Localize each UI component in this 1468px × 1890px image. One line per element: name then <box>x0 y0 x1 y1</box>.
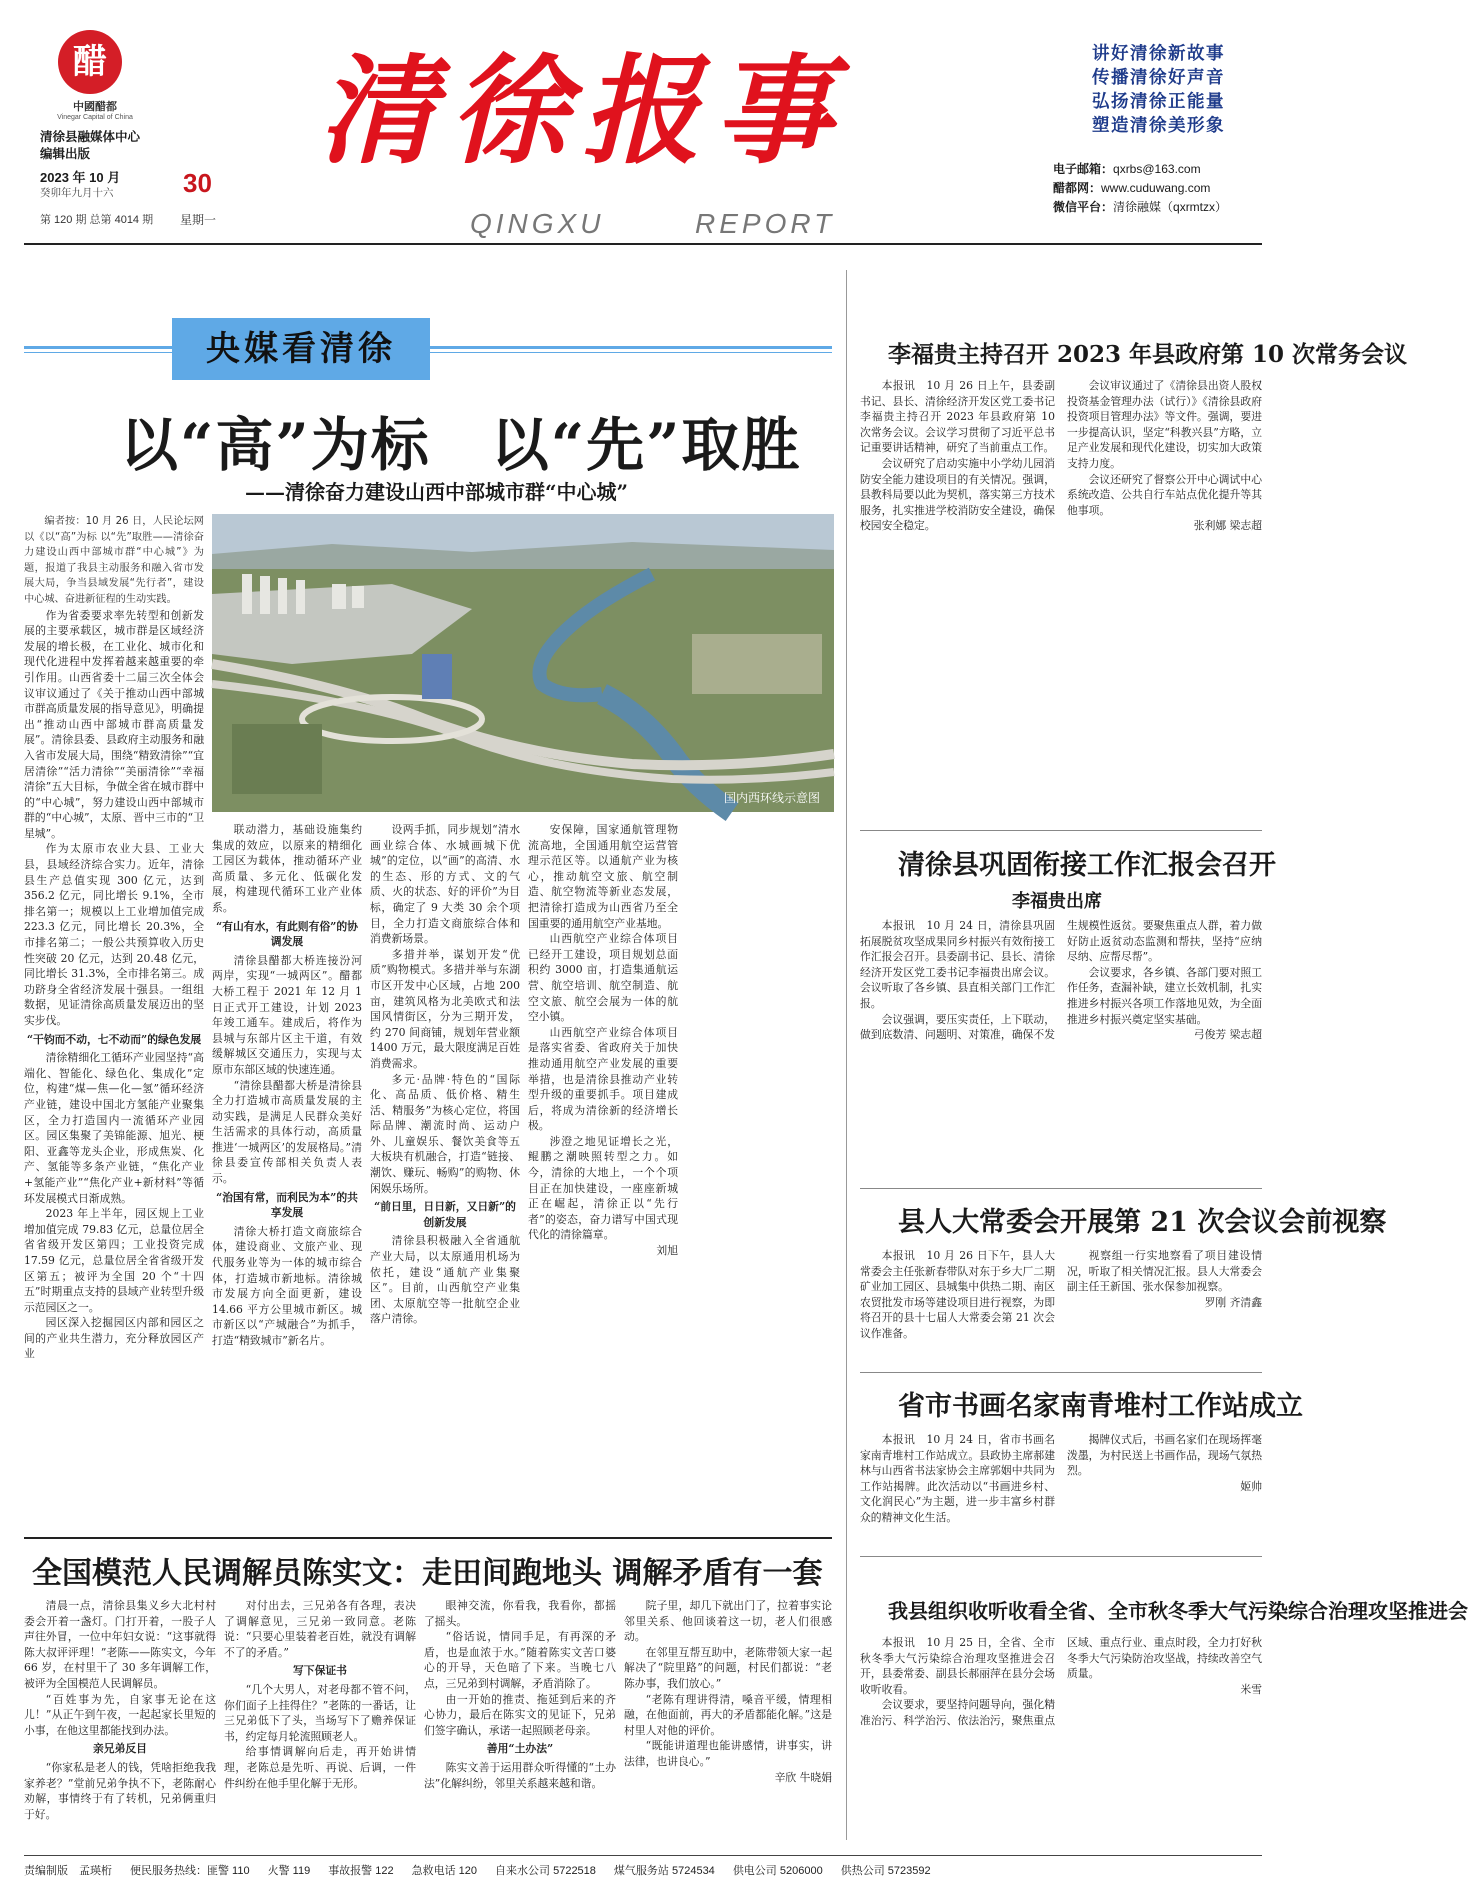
right-rule-4 <box>860 1556 1262 1557</box>
section-banner: 央媒看清徐 <box>172 318 430 380</box>
photo-caption: 国内西环线示意图 <box>723 791 820 805</box>
right-subhead-2: 李福贵出席 <box>1012 891 1102 912</box>
lead-subhead: ——清徐奋力建设山西中部城市群“中心城” <box>245 480 629 504</box>
right-headline-3: 县人大常委会开展第 21 次会议会前视察 <box>898 1207 1387 1238</box>
right-article-2: 本报讯 10 月 24 日，清徐县巩固拓展脱贫攻坚成果同乡村振兴有效衔接工作汇报会召开。县委副书记、县长、清徐经济开发区党工委书记李福贵出席会议。会议听取了各乡镇、县直相关部门工作汇报。 会议强调，要压实责任，上下联动，做到底数清、问题明、对策准，确保不发生规模性返贫。要聚焦重点人群，着力做好防止返贫动态监测和帮扶，坚持“应纳尽纳、应帮尽帮”。 会议要求，各乡镇、各部门要对照工作任务，查漏补缺，建立长效机制，扎实推进乡村振兴各项工作落地见效，为全面推进乡村振兴奠定坚实基础。 弓俊芳 梁志超 <box>860 919 1262 1042</box>
newspaper-title-en-2: REPORT <box>695 208 836 239</box>
contact-info: 电子邮箱：qxrbs@163.com 醋都网：www.cuduwang.com 微信平台：清徐融媒（qxrmtzx） <box>1053 162 1228 214</box>
footer-item: 火警 119 <box>267 1865 311 1877</box>
masthead-rule <box>24 243 1262 245</box>
logo-caption: 中國醋都 Vinegar Capital of China <box>57 101 133 121</box>
issue-date: 2023 年 10 月 <box>40 170 121 185</box>
newspaper-title-en-1: QINGXU <box>470 208 605 239</box>
footer-item: 事故报警 122 <box>328 1865 394 1877</box>
footer-item: 供热公司 5723592 <box>840 1865 931 1877</box>
website-link[interactable]: www.cuduwang.com <box>1101 181 1211 195</box>
feature-headline: 全国模范人民调解员陈实文：走田间跑地头 调解矛盾有一套 <box>32 1556 823 1591</box>
feature-column-1: 清晨一点，清徐县集义乡大北村村委会开着一盏灯。门打开着，一股子人声往外冒，一位中年妇女说：“这事就得陈大叔评评理！”老陈——陈实文，今年 66 岁，在村里干了 30 多年调解工作，被评为全国模范人民调解员。 “百姓事为先，自家事无论在这儿！”从正午到午夜，一起起家长里短的小事，在他这里都能找到办法。 亲兄弟反目 “你家私是老人的钱，凭啥拒绝我我家养老？”堂前兄弟争执不下，老陈耐心劝解，事情终于有了转机，兄弟俩重归于好。 <box>24 1599 216 1821</box>
feature-column-4: 院子里，却几下就出门了，拉着事实论邻里关系、他回谈着这一切，老人们很感动。 在邻里互帮互助中，老陈带领大家一起解决了“院里路”的问题，村民们都说：“老陈办事，我们放心。” “老陈有理讲得清，嗓音平缓，情理相融，在他面前，再大的矛盾都能化解。”这是村里人对他的评价。 “既能讲道理也能讲感情，讲事实，讲法律，也讲良心。” 辛欣 牛晓娟 <box>624 1599 832 1784</box>
lead-column-1: 编者按：10 月 26 日，人民论坛网以《以“高”为标 以“先”取胜——清徐奋力建设山西中部城市群“中心城”》为题，报道了我县主动服务和融入省市发展大局，争当县域发展“先行者”，建设中心城、奋进新征程的生动实践。 作为省委要求率先转型和创新发展的主要承载区，城市群是区域经济发展的增长极，在工业化、城市化和现代化进程中发挥着越来越重要的牵引作用。山西省委十二届三次全体会议审议通过了《关于推动山西中部城市群高质量发展的指导意见》，明确提出“推动山西中部城市群高质量发展”。清徐县委、县政府主动服务和融入省市发展大局，围绕“精致清徐”“宜居清徐”“活力清徐”“美丽清徐”“幸福清徐”五大目标，争做全省在城市群中的“中心城”，努力建设山西中部城市群的“中心城”，太原、晋中三市的“卫星城”。 作为太原市农业大县、工业大县，县域经济综合实力。近年，清徐县生产总值实现 300 亿元，达到 356.2 亿元，同比增长 9.1%，全市排名第一；规模以上工业增加值完成 223.3 亿元，同比增长 20.3%，全市排名第二；一般公共预算收入历史性突破 20 亿元，达到 20.48 亿元，同比增长 31.3%，全市排名第三。成功跻身全省经济发展十强县。一组组数据，见证清徐高质量发展迈出的坚实步伐。 “干钧而不动，七不动而”的绿色发展 清徐精细化工循环产业园坚持“高端化、智能化、绿色化、集成化”定位，构建“煤—焦—化—氢”循环经济产业链，建设中国北方氢能产业聚集区，全力打造国内一流循环产业园区。园区集聚了美锦能源、旭光、梗阳、亚鑫等龙头企业，形成焦炭、化产、氢能等多条产业链，“焦化产业+氢能产业”“焦化产业+新材料”等循环发展模式日渐成熟。 2023 年上半年，园区规上工业增加值完成 79.83 亿元，总量位居全省省级开发区第四；工业投资完成 17.59 亿元，总量位居全省省级开发区第五；被评为全国 20 个“十四五”时期重点支持的县域产业转型升级示范园区之一。 园区深入挖掘园区内部和园区之间的产业共生潜力，充分释放园区产业 <box>24 516 204 1361</box>
column-divider <box>846 270 847 1840</box>
issue-day: 30 <box>183 168 212 198</box>
right-article-5: 本报讯 10 月 25 日，全省、全市秋冬季大气污染综合治理攻坚推进会召开，县委常委、副县长郝丽萍在县分会场收听收看。 会议要求，要坚持问题导向，强化精准治污、科学治污、依法治污，聚焦重点区域、重点行业、重点时段，全力打好秋冬季大气污染防治攻坚战，持续改善空气质量。 米雪 <box>860 1636 1262 1727</box>
right-rule-1 <box>860 830 1262 831</box>
right-rule-2 <box>860 1188 1262 1189</box>
right-headline-5: 我县组织收听收看全省、全市秋冬季大气污染综合治理攻坚推进会 <box>888 1599 1468 1623</box>
aerial-city-illustration <box>212 514 834 812</box>
lead-column-3: 设两手抓，同步规划“清水画业综合体、水城画城下优城”的定位，以“画”的高清、水的生态、形的方式、文的气质、火的状态、好的评价”为目标，确定了 9 大类 30 余个项目，全力打造文商旅综合体和消费新场景。 多措并举，谋划开发“优质”购物模式。多措并举与东湖市区开发中心区域，占地 200 亩，建筑风格为北美欧式和法国风情街区，分为三期开发，约 270 间商铺，规划年营业额 1400 万元，最大限度满足百姓消费需求。 多元·品牌·特色的“国际化、高品质、低价格、精生活、精服务”为核心定位，将国际品牌、潮流时尚、运动户外、儿童娱乐、餐饮美食等五大板块有机融合，打造“链接、潮饮、赚玩、畅购”的购物、休闲娱乐场所。 “前日里，日日新，又日新”的创新发展 清徐县积极融入全省通航产业大局，以太原通用机场为依托，建设“通航产业集聚区”。目前，山西航空产业集团、太原航空等一批航空企业落户清徐。 <box>370 823 520 1326</box>
footer-item: 急救电话 120 <box>411 1865 478 1877</box>
weekday: 星期一 <box>180 213 217 227</box>
right-rule-3 <box>860 1372 1262 1373</box>
lead-headline: 以“高”为标 以“先”取胜 <box>120 411 802 479</box>
right-headline-2: 清徐县巩固衔接工作汇报会召开 <box>898 850 1276 881</box>
footer-hotlines <box>24 1855 1262 1878</box>
right-headline-1: 李福贵主持召开 2023 年县政府第 10 次常务会议 <box>888 341 1408 368</box>
right-article-3: 本报讯 10 月 26 日下午，县人大常委会主任张新春带队对东于乡大厂二期矿业加工园区、县城集中供热二期、南区农贸批发市场等建设项目进行视察，为即将召开的县十七届人大常委会第 21 次会议作准备。 视察组一行实地察看了项目建设情况，听取了相关情况汇报。县人大常委会副主任王新国、张水保参加视察。 罗刚 齐清鑫 <box>860 1249 1262 1340</box>
footer-item: 便民服务热线：匪警 110 <box>130 1865 250 1877</box>
lunar-date: 癸卯年九月十六 <box>40 187 114 199</box>
publisher: 清徐县融媒体中心 编辑出版 <box>40 130 141 161</box>
lead-column-2: 联动潜力，基础设施集约集成的效应，以原来的精细化工园区为载体，推动循环产业高质量、多元化、低碳化发展，构建现代循环工业产业体系。 “有山有水，有此则有俗”的协调发展 清徐县醋都大桥连接汾河两岸，实现“一城两区”。醋都大桥工程于 2021 年 12 月 1 日正式开工建设，计划 2023 年竣工通车。建成后，将作为县城与东部片区主干道，有效缓解城区交通压力，实现与太原市东部区域的快速连通。 “清徐县醋都大桥是清徐县全力打造城市高质量发展的主动实践，是满足人民群众美好生活需求的具体行动，高质量推进‘一城两区’的发展格局。”清徐县委宣传部相关负责人表示。 “治国有常，而利民为本”的共享发展 清徐大桥打造文商旅综合体，建设商业、文旅产业、现代服务业等为一体的城市综合体，打造城市新地标。清徐城市发展方向全面更新，建设 14.66 平方公里城市新区。城市新区以“产城融合”为抓手，打造“精致城市”新名片。 <box>212 823 362 1347</box>
footer-editor: 责编制版 孟瑛桁 <box>24 1865 112 1877</box>
feature-top-rule <box>24 1537 832 1539</box>
email-link[interactable]: qxrbs@163.com <box>1113 162 1201 176</box>
footer-item: 煤气服务站 5724534 <box>613 1865 715 1877</box>
footer-item: 自来水公司 5722518 <box>495 1865 596 1877</box>
feature-column-2: 对付出去，三兄弟各有各理，表决了调解意见，三兄弟一致同意。老陈说：“只要心里装着老百姓，就没有调解不了的矛盾。” 写下保证书 “几个大男人，对老母都不管不问，你们面子上挂得住？”老陈的一番话，让三兄弟低下了头，当场写下了赡养保证书，约定每月轮流照顾老人。 给事情调解向后走，再开始讲情理，老陈总是先听、再说、后调，一件件纠纷在他手里化解于无形。 <box>224 1599 416 1790</box>
right-article-4: 本报讯 10 月 24 日，省市书画名家南青堆村工作站成立。县政协主席郝建林与山西省书法家协会主席郭姻中共同为工作站揭牌。此次活动以“书画进乡村、文化润民心”为主题，进一步丰富乡村群众的精神文化生活。 揭牌仪式后，书画名家们在现场挥毫泼墨，为村民送上书画作品，现场气氛热烈。 姬帅 <box>860 1433 1262 1524</box>
slogans: 讲好清徐新故事 传播清徐好声音 弘扬清徐正能量 塑造清徐美形象 <box>1092 44 1225 136</box>
feature-column-3: 眼神交流，你看我，我看你，都摇了摇头。 “俗话说，情同手足，有再深的矛盾，也是血浓于水。”随着陈实文苦口婆心的开导，天色暗了下来。当晚七八点，三兄弟到村调解，矛盾消除了。 由一开始的推责、拖延到后来的齐心协力，最后在陈实文的见证下，兄弟们签字确认，承诺一起照顾老母亲。 善用“土办法” 陈实文善于运用群众听得懂的“土办法”化解纠纷，邻里关系越来越和谐。 <box>424 1599 616 1790</box>
right-headline-4: 省市书画名家南青堆村工作站成立 <box>898 1391 1303 1422</box>
county-logo: 醋 <box>58 30 122 94</box>
lead-column-4: 安保障，国家通航管理物流高地，全国通用航空运营管理示范区等。以通航产业为核心，推动航空文旅、航空制造、航空物流等新业态发展，把清徐打造成为山西省乃至全国重要的通用航空产业基地。 山西航空产业综合体项目已经开工建设，项目规划总面积约 3000 亩，打造集通航运营、航空培训、航空制造、航空文旅、航空会展为一体的航空小镇。 山西航空产业综合体项目是落实省委、省政府关于加快推动通用航空产业发展的重要举措，也是清徐县推动产业转型升级的重要抓手。项目建成后，将成为清徐新的经济增长极。 涉澄之地见证增长之光，鲲鹏之潮映照转型之力。如今，清徐的大地上，一个个项目正在加快建设，一座座新城正在崛起，清徐正以“先行者”的姿态，奋力谱写中国式现代化的清徐篇章。 刘旭 <box>528 823 678 1258</box>
footer-item: 供电公司 5206000 <box>732 1865 823 1877</box>
right-article-1: 本报讯 10 月 26 日上午，县委副书记、县长、清徐经济开发区党工委书记李福贵主持召开 2023 年县政府第 10 次常务会议。会议学习贯彻了习近平总书记重要讲话精神，研究了当前重点工作。 会议研究了启动实施中小学幼儿园消防安全能力建设项目的有关情况。强调，县教科局要以此为契机，落实第三方技术服务，扎实推进学校消防安全建设，确保校园安全稳定。 会议审议通过了《清徐县出资人股权投资基金管理办法（试行）》《清徐县政府投资项目管理办法》等文件。强调，要进一步提高认识，坚定“科教兴县”方略，立足产业发展和现代化建设，切实加大政策支持力度。 会议还研究了督察公开中心调试中心系统改造、公共自行车站点优化提升等其他事项。 张利娜 梁志超 <box>860 379 1262 533</box>
newspaper-title: 清徐报事 <box>318 41 847 180</box>
issue-number: 第 120 期 总第 4014 期 <box>40 214 154 226</box>
aerial-photo <box>212 514 834 812</box>
